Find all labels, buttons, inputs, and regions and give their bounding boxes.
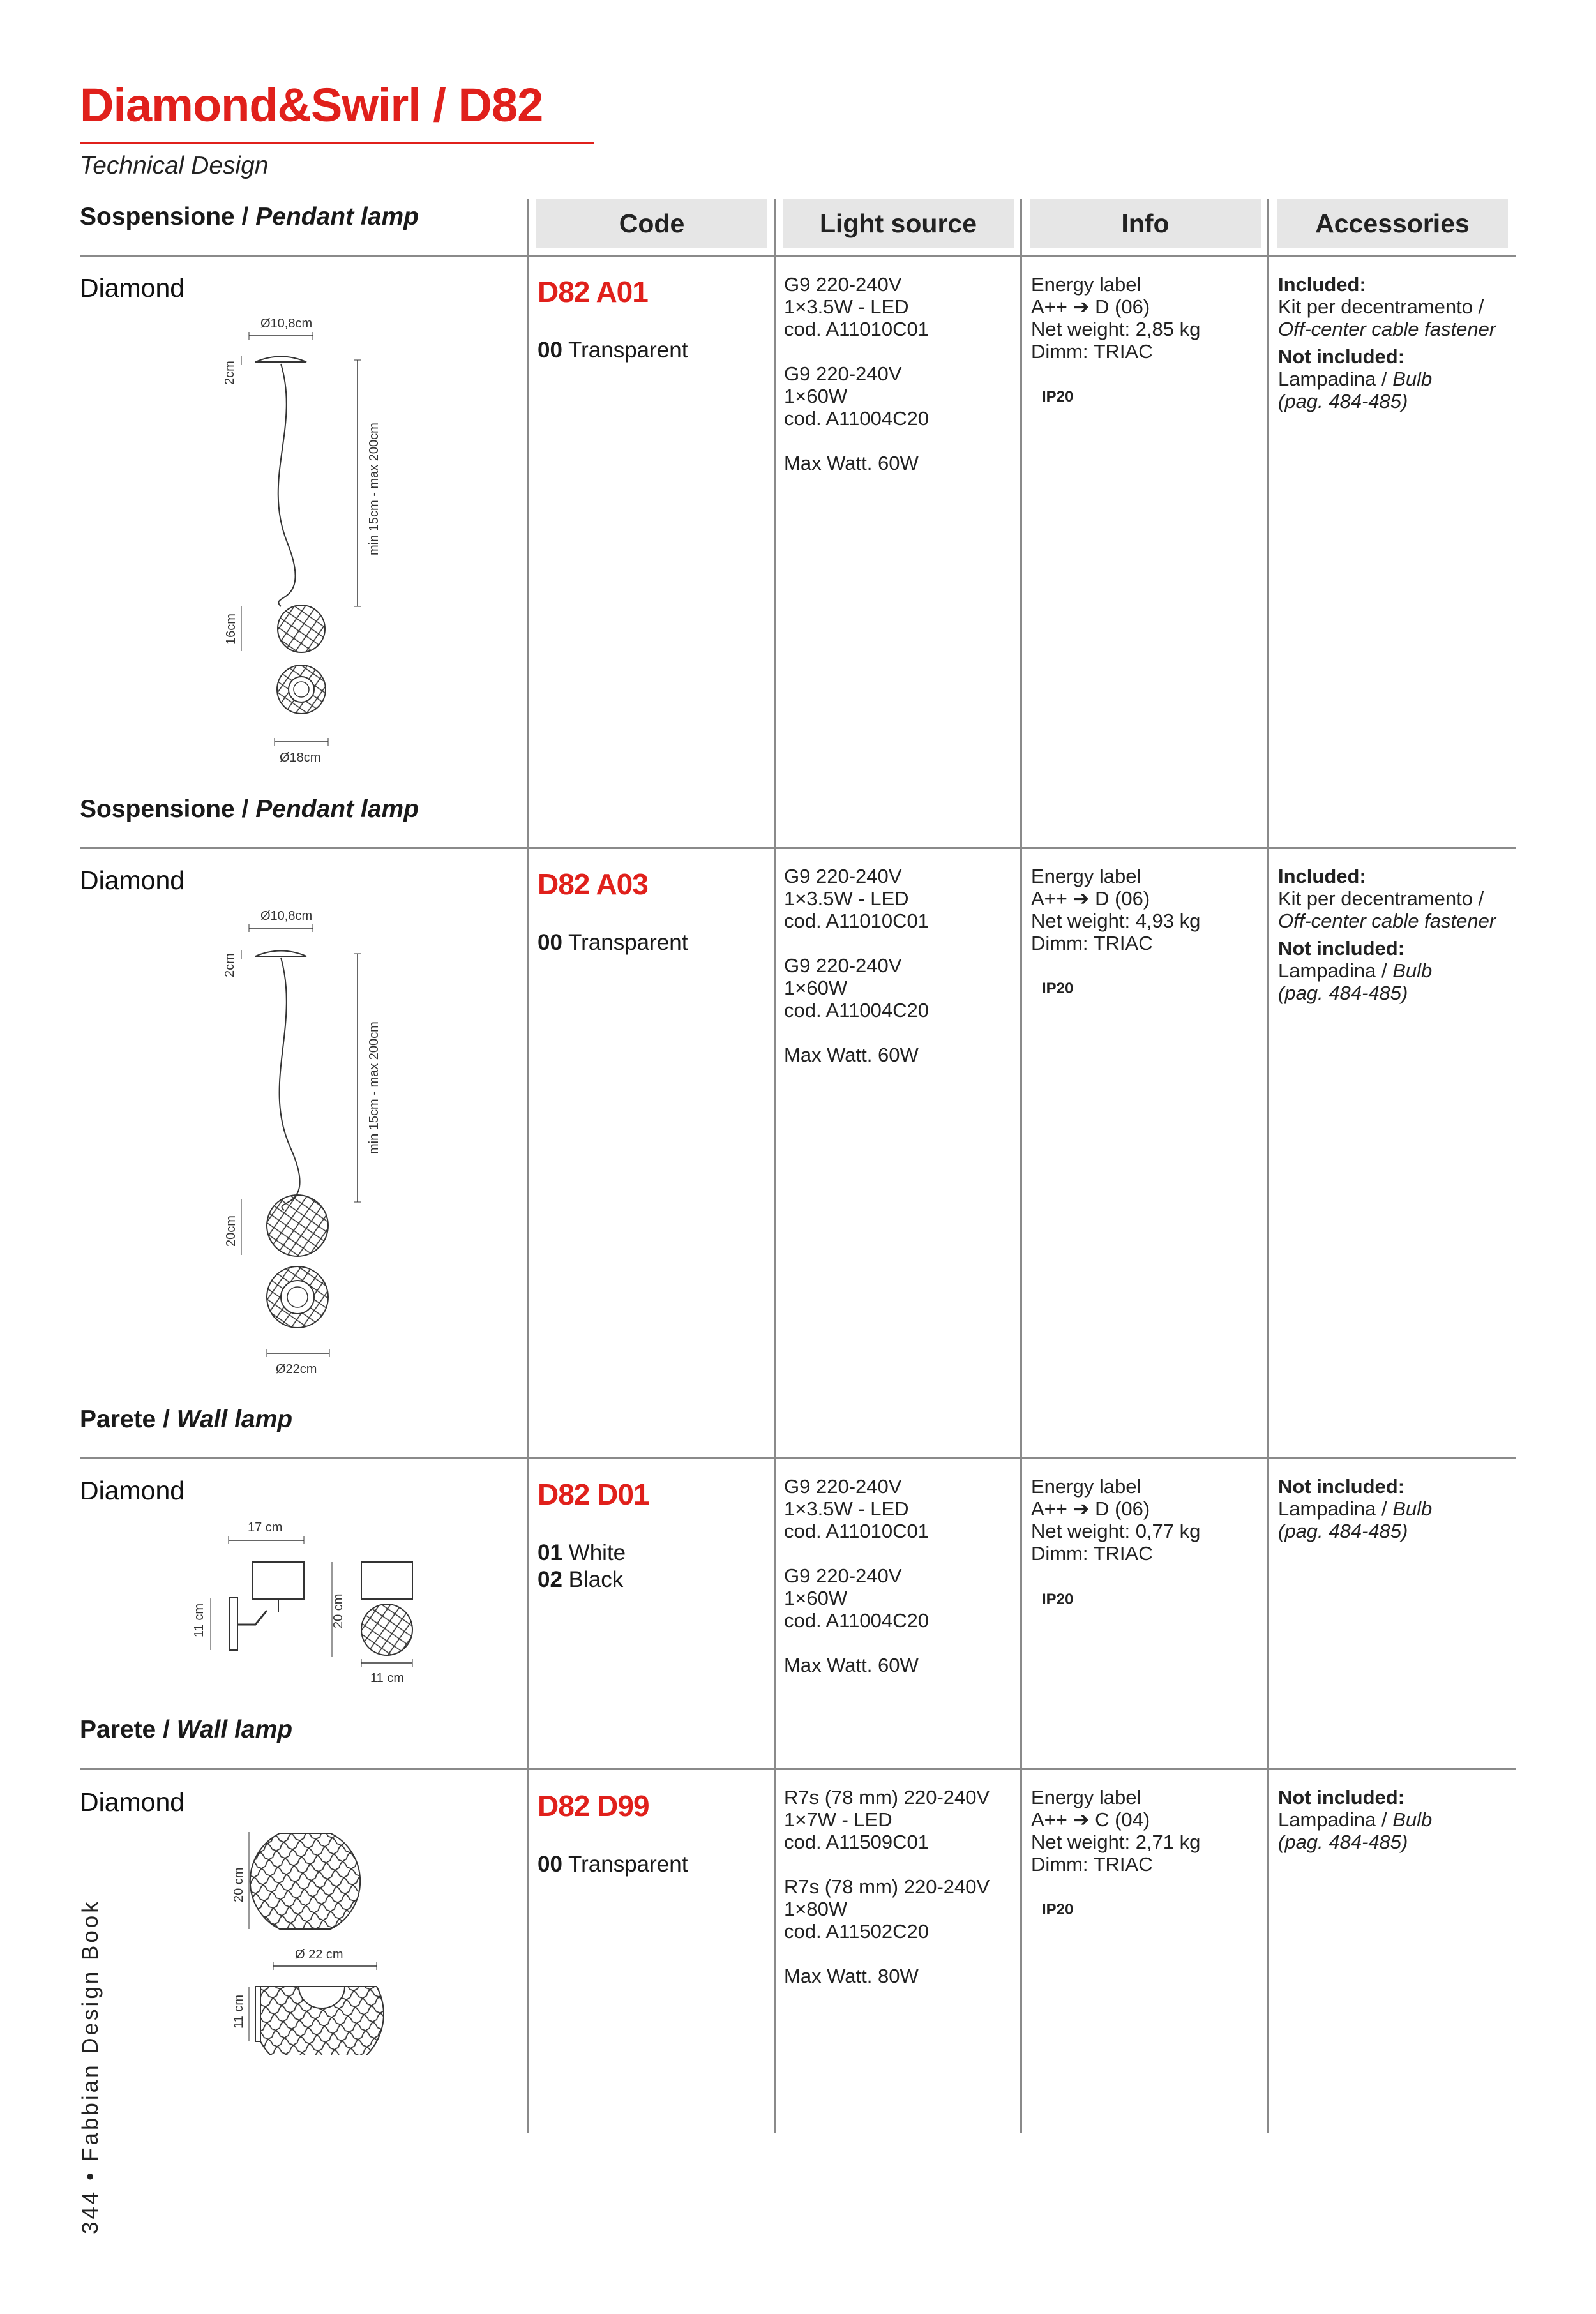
section-label-3: Parete / Wall lamp xyxy=(80,1406,293,1433)
section-label-2: Sospensione / Pendant lamp xyxy=(80,795,419,823)
page-footer-label: 344 • Fabbian Design Book xyxy=(78,1899,103,2234)
light-source-led: G9 220-240V 1×3.5W - LED cod. A11010C01 xyxy=(784,865,929,932)
column-header-info: Info xyxy=(1030,199,1261,248)
max-watt: Max Watt. 60W xyxy=(784,452,919,474)
finish-option: 00 Transparent xyxy=(538,1852,688,1877)
column-divider xyxy=(1020,199,1022,2133)
dimension-label: 2cm xyxy=(223,361,237,385)
light-source-bulb: G9 220-240V 1×60W cod. A11004C20 xyxy=(784,363,929,430)
finish-option: 01 White xyxy=(538,1540,626,1565)
dimension-label: 20 cm xyxy=(232,1867,246,1902)
accessories-block: Not included: Lampadina / Bulb (pag. 484-485) xyxy=(1278,1786,1433,1853)
model-name: Diamond xyxy=(80,273,185,303)
dimension-label: min 15cm - max 200cm xyxy=(367,423,381,555)
section-label-4: Parete / Wall lamp xyxy=(80,1716,293,1743)
pendant-drawing-1 xyxy=(211,313,402,772)
product-code: D82 A03 xyxy=(538,868,648,901)
dimension-label: 11 cm xyxy=(370,1671,404,1685)
accessories-block: Included: Kit per decentramento / Off-center cable fastener Not included: Lampadina / Bulb (pag. 484-485) xyxy=(1278,865,1496,1004)
row-divider xyxy=(80,847,1516,849)
column-header-light-source: Light source xyxy=(783,199,1014,248)
info-text: Energy label A++ ➔ D (06) Net weight: 4,93 kg Dimm: TRIAC xyxy=(1031,865,1201,954)
column-header-accessories: Accessories xyxy=(1277,199,1508,248)
model-name: Diamond xyxy=(80,1787,185,1817)
page-subtitle: Technical Design xyxy=(80,152,269,179)
max-watt: Max Watt. 60W xyxy=(784,1654,919,1676)
finish-option: 02 Black xyxy=(538,1567,624,1592)
model-name: Diamond xyxy=(80,1476,185,1505)
dimension-label: Ø18cm xyxy=(280,751,321,765)
dimension-label: Ø 22 cm xyxy=(295,1948,343,1962)
ip-rating: IP20 xyxy=(1042,388,1074,405)
light-source-led: R7s (78 mm) 220-240V 1×7W - LED cod. A11509C01 xyxy=(784,1786,990,1853)
dimension-label: 11 cm xyxy=(192,1604,206,1637)
dimension-label: 20cm xyxy=(224,1215,238,1247)
product-code: D82 A01 xyxy=(538,275,648,308)
dimension-label: Ø22cm xyxy=(276,1362,317,1376)
dimension-label: 2cm xyxy=(223,953,237,977)
row-divider xyxy=(80,255,1516,257)
row-divider xyxy=(80,1457,1516,1459)
wall-lamp-drawing-1 xyxy=(185,1516,434,1688)
ip-rating: IP20 xyxy=(1042,980,1074,997)
column-divider xyxy=(1267,199,1269,2133)
dimension-label: 17 cm xyxy=(248,1521,283,1535)
accessories-block: Not included: Lampadina / Bulb (pag. 484-485) xyxy=(1278,1475,1433,1542)
light-source-bulb: G9 220-240V 1×60W cod. A11004C20 xyxy=(784,1565,929,1632)
finish-option: 00 Transparent xyxy=(538,338,688,363)
info-text: Energy label A++ ➔ D (06) Net weight: 2,85 kg Dimm: TRIAC xyxy=(1031,273,1201,363)
max-watt: Max Watt. 60W xyxy=(784,1044,919,1066)
product-code: D82 D99 xyxy=(538,1789,649,1822)
info-text: Energy label A++ ➔ C (04) Net weight: 2,71 kg Dimm: TRIAC xyxy=(1031,1786,1201,1875)
dimension-label: Ø10,8cm xyxy=(260,317,313,331)
accessories-block: Included: Kit per decentramento / Off-center cable fastener Not included: Lampadina / Bulb (pag. 484-485) xyxy=(1278,273,1496,412)
light-source-led: G9 220-240V 1×3.5W - LED cod. A11010C01 xyxy=(784,273,929,340)
dimension-label: Ø10,8cm xyxy=(260,909,313,923)
max-watt: Max Watt. 80W xyxy=(784,1965,919,1987)
product-code: D82 D01 xyxy=(538,1478,649,1511)
dimension-label: 16cm xyxy=(224,613,238,645)
finish-option: 00 Transparent xyxy=(538,930,688,955)
light-source-led: G9 220-240V 1×3.5W - LED cod. A11010C01 xyxy=(784,1475,929,1542)
page-title: Diamond&Swirl / D82 xyxy=(80,79,543,131)
model-name: Diamond xyxy=(80,866,185,895)
section-label-1: Sospensione / Pendant lamp xyxy=(80,203,419,230)
wall-lamp-drawing-2 xyxy=(217,1826,396,2055)
dimension-label: min 15cm - max 200cm xyxy=(367,1021,381,1154)
ip-rating: IP20 xyxy=(1042,1901,1074,1918)
info-text: Energy label A++ ➔ D (06) Net weight: 0,77 kg Dimm: TRIAC xyxy=(1031,1475,1201,1565)
dimension-label: 11 cm xyxy=(232,1995,246,2029)
light-source-bulb: R7s (78 mm) 220-240V 1×80W cod. A11502C20 xyxy=(784,1875,990,1942)
ip-rating: IP20 xyxy=(1042,1591,1074,1608)
dimension-label: 20 cm xyxy=(331,1593,345,1628)
column-divider xyxy=(774,199,776,2133)
pendant-drawing-2 xyxy=(211,905,402,1378)
column-header-code: Code xyxy=(536,199,767,248)
column-divider xyxy=(527,199,529,2133)
row-divider xyxy=(80,1768,1516,1770)
light-source-bulb: G9 220-240V 1×60W cod. A11004C20 xyxy=(784,954,929,1021)
title-underline xyxy=(80,142,594,144)
